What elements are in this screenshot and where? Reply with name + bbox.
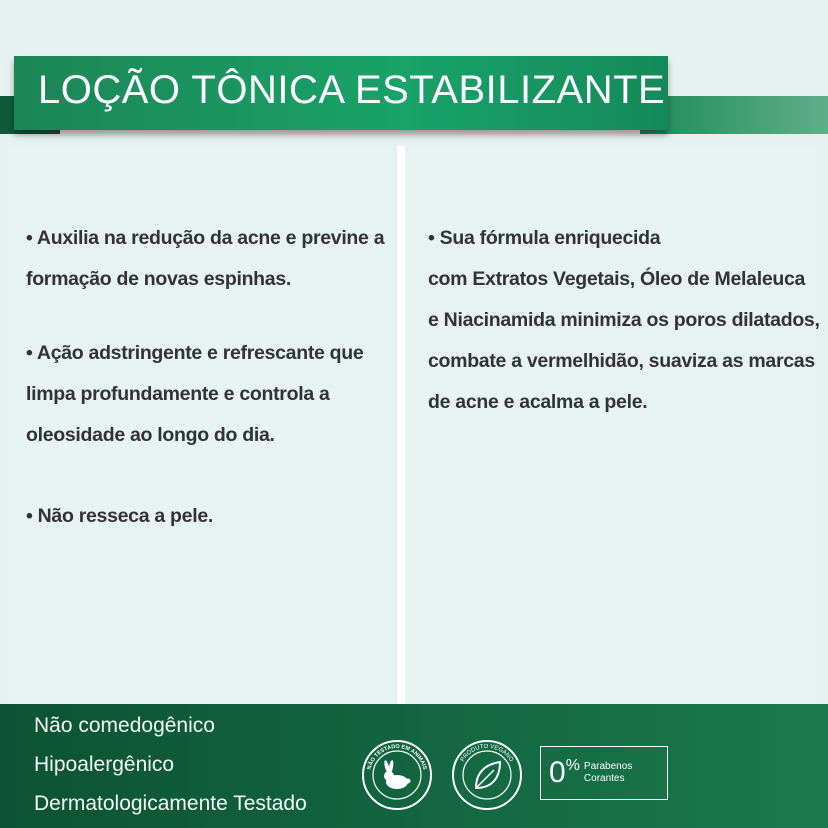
title-banner <box>14 56 668 130</box>
product-claims <box>34 706 307 823</box>
claim-dermatologically-tested: Dermatologicamente Testado <box>34 792 307 815</box>
column-divider <box>397 146 405 704</box>
cruelty-free-badge <box>360 738 434 812</box>
formula-line-2: com Extratos Vegetais, Óleo de Melaleuca <box>428 268 806 290</box>
parabens-percent: % <box>565 757 580 774</box>
footer-bar <box>0 704 828 828</box>
benefit-astringent <box>26 333 363 456</box>
benefit-acne-line-2: formação de novas espinhas. <box>26 268 291 290</box>
parabens-label-line-2: Corantes <box>583 773 625 784</box>
cruelty-free-text: NÃO TESTADO EM ANIMAIS <box>366 743 428 771</box>
benefit-acne-line-1: • Auxilia na redução da acne e previne a <box>26 227 385 249</box>
formula-line-4: combate a vermelhidão, suaviza as marcas <box>428 350 815 372</box>
benefit-astringent-line-2: limpa profundamente e controla a <box>26 383 330 405</box>
parabens-label-line-1: Parabenos <box>583 761 633 772</box>
benefit-astringent-line-1: • Ação adstringente e refrescante que <box>26 342 364 364</box>
parabens-label <box>584 761 632 785</box>
benefit-no-dryness-line-1: • Não resseca a pele. <box>26 505 213 527</box>
title-right-stripe <box>640 96 828 134</box>
leaf-icon <box>476 762 500 788</box>
formula-description <box>428 218 820 423</box>
rabbit-icon <box>383 760 410 789</box>
formula-line-3: e Niacinamida minimiza os poros dilatados, <box>428 309 820 331</box>
formula-line-1: • Sua fórmula enriquecida <box>428 227 661 249</box>
parabens-free-badge <box>540 746 668 800</box>
parabens-zero: 0% <box>549 756 580 789</box>
claim-non-comedogenic: Não comedogênico <box>34 714 215 737</box>
vegan-badge <box>450 738 524 812</box>
page-title: LOÇÃO TÔNICA ESTABILIZANTE <box>38 68 666 112</box>
benefit-astringent-line-3: oleosidade ao longo do dia. <box>26 424 275 446</box>
vegan-text: PRODUTO VEGANO <box>459 743 515 763</box>
benefit-acne <box>26 218 384 300</box>
benefit-no-dryness <box>26 496 213 537</box>
formula-line-5: de acne e acalma a pele. <box>428 391 648 413</box>
claim-hypoallergenic: Hipoalergênico <box>34 753 175 776</box>
